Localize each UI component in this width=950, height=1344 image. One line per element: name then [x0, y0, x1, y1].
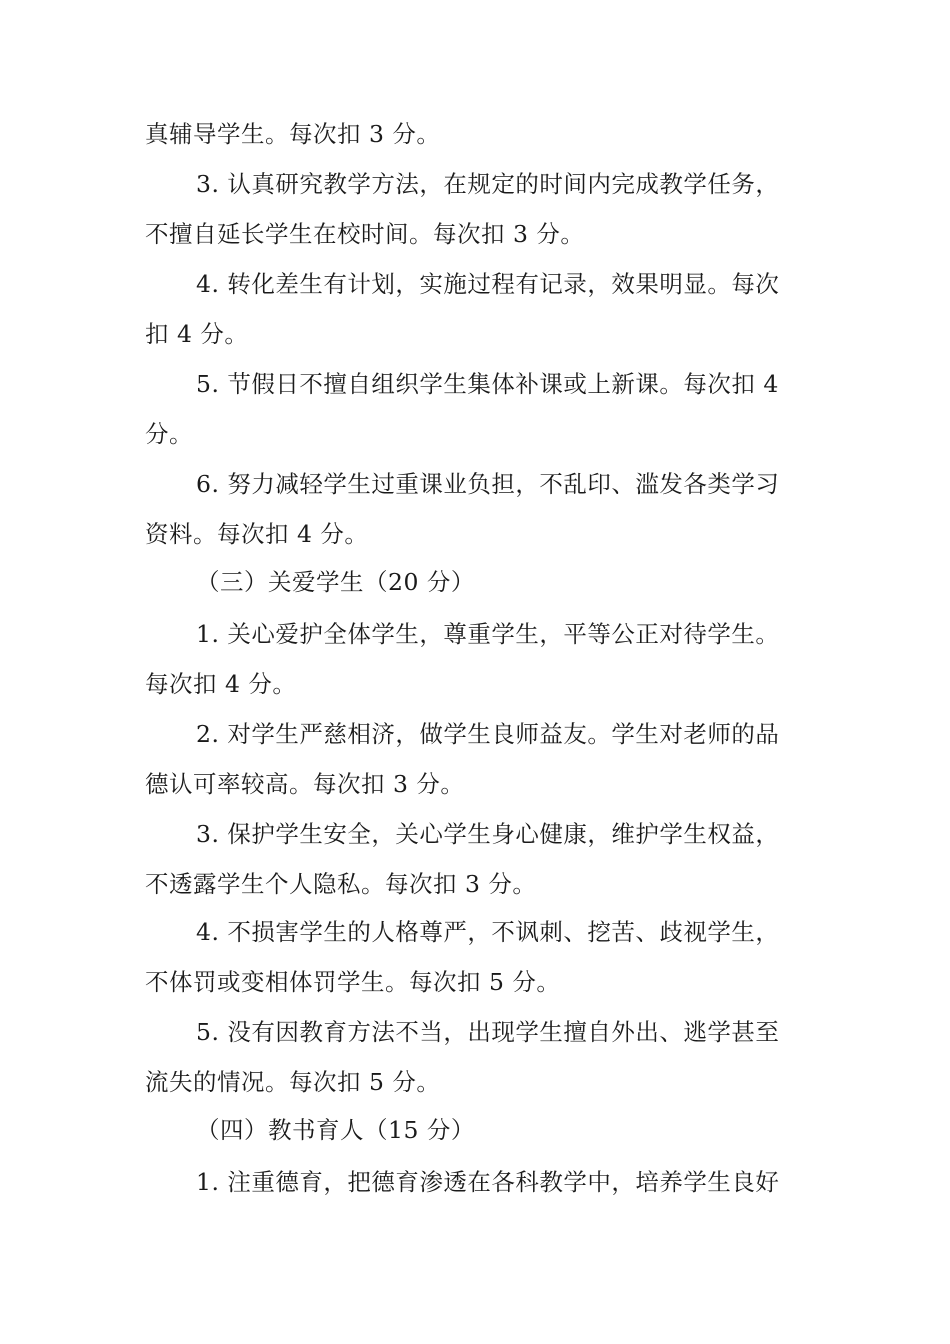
text-line: 分。: [145, 420, 193, 448]
text-line: 不透露学生个人隐私。每次扣 3 分。: [145, 870, 537, 898]
text-line: 不擅自延长学生在校时间。每次扣 3 分。: [145, 220, 585, 248]
text-line: 1. 注重德育，把德育渗透在各科教学中，培养学生良好: [196, 1168, 780, 1196]
text-line: 每次扣 4 分。: [145, 670, 297, 698]
text-line: 3. 保护学生安全，关心学生身心健康，维护学生权益，: [196, 820, 780, 848]
text-line: 4. 转化差生有计划，实施过程有记录，效果明显。每次: [196, 270, 780, 298]
text-line: 流失的情况。每次扣 5 分。: [145, 1068, 441, 1096]
text-line: 5. 节假日不擅自组织学生集体补课或上新课。每次扣 4: [196, 370, 779, 398]
text-line: 资料。每次扣 4 分。: [145, 520, 369, 548]
text-line: 扣 4 分。: [145, 320, 249, 348]
section-heading: （三）关爱学生（20 分）: [196, 568, 475, 596]
section-heading: （四）教书育人（15 分）: [196, 1116, 475, 1144]
text-line: 真辅导学生。每次扣 3 分。: [145, 120, 441, 148]
text-line: 6. 努力减轻学生过重课业负担，不乱印、滥发各类学习: [196, 470, 780, 498]
text-line: 不体罚或变相体罚学生。每次扣 5 分。: [145, 968, 561, 996]
text-line: 5. 没有因教育方法不当，出现学生擅自外出、逃学甚至: [196, 1018, 780, 1046]
text-line: 4. 不损害学生的人格尊严，不讽刺、挖苦、歧视学生，: [196, 918, 780, 946]
text-line: 2. 对学生严慈相济，做学生良师益友。学生对老师的品: [196, 720, 780, 748]
text-line: 1. 关心爱护全体学生，尊重学生，平等公正对待学生。: [196, 620, 780, 648]
text-line: 德认可率较高。每次扣 3 分。: [145, 770, 465, 798]
text-line: 3. 认真研究教学方法，在规定的时间内完成教学任务，: [196, 170, 780, 198]
